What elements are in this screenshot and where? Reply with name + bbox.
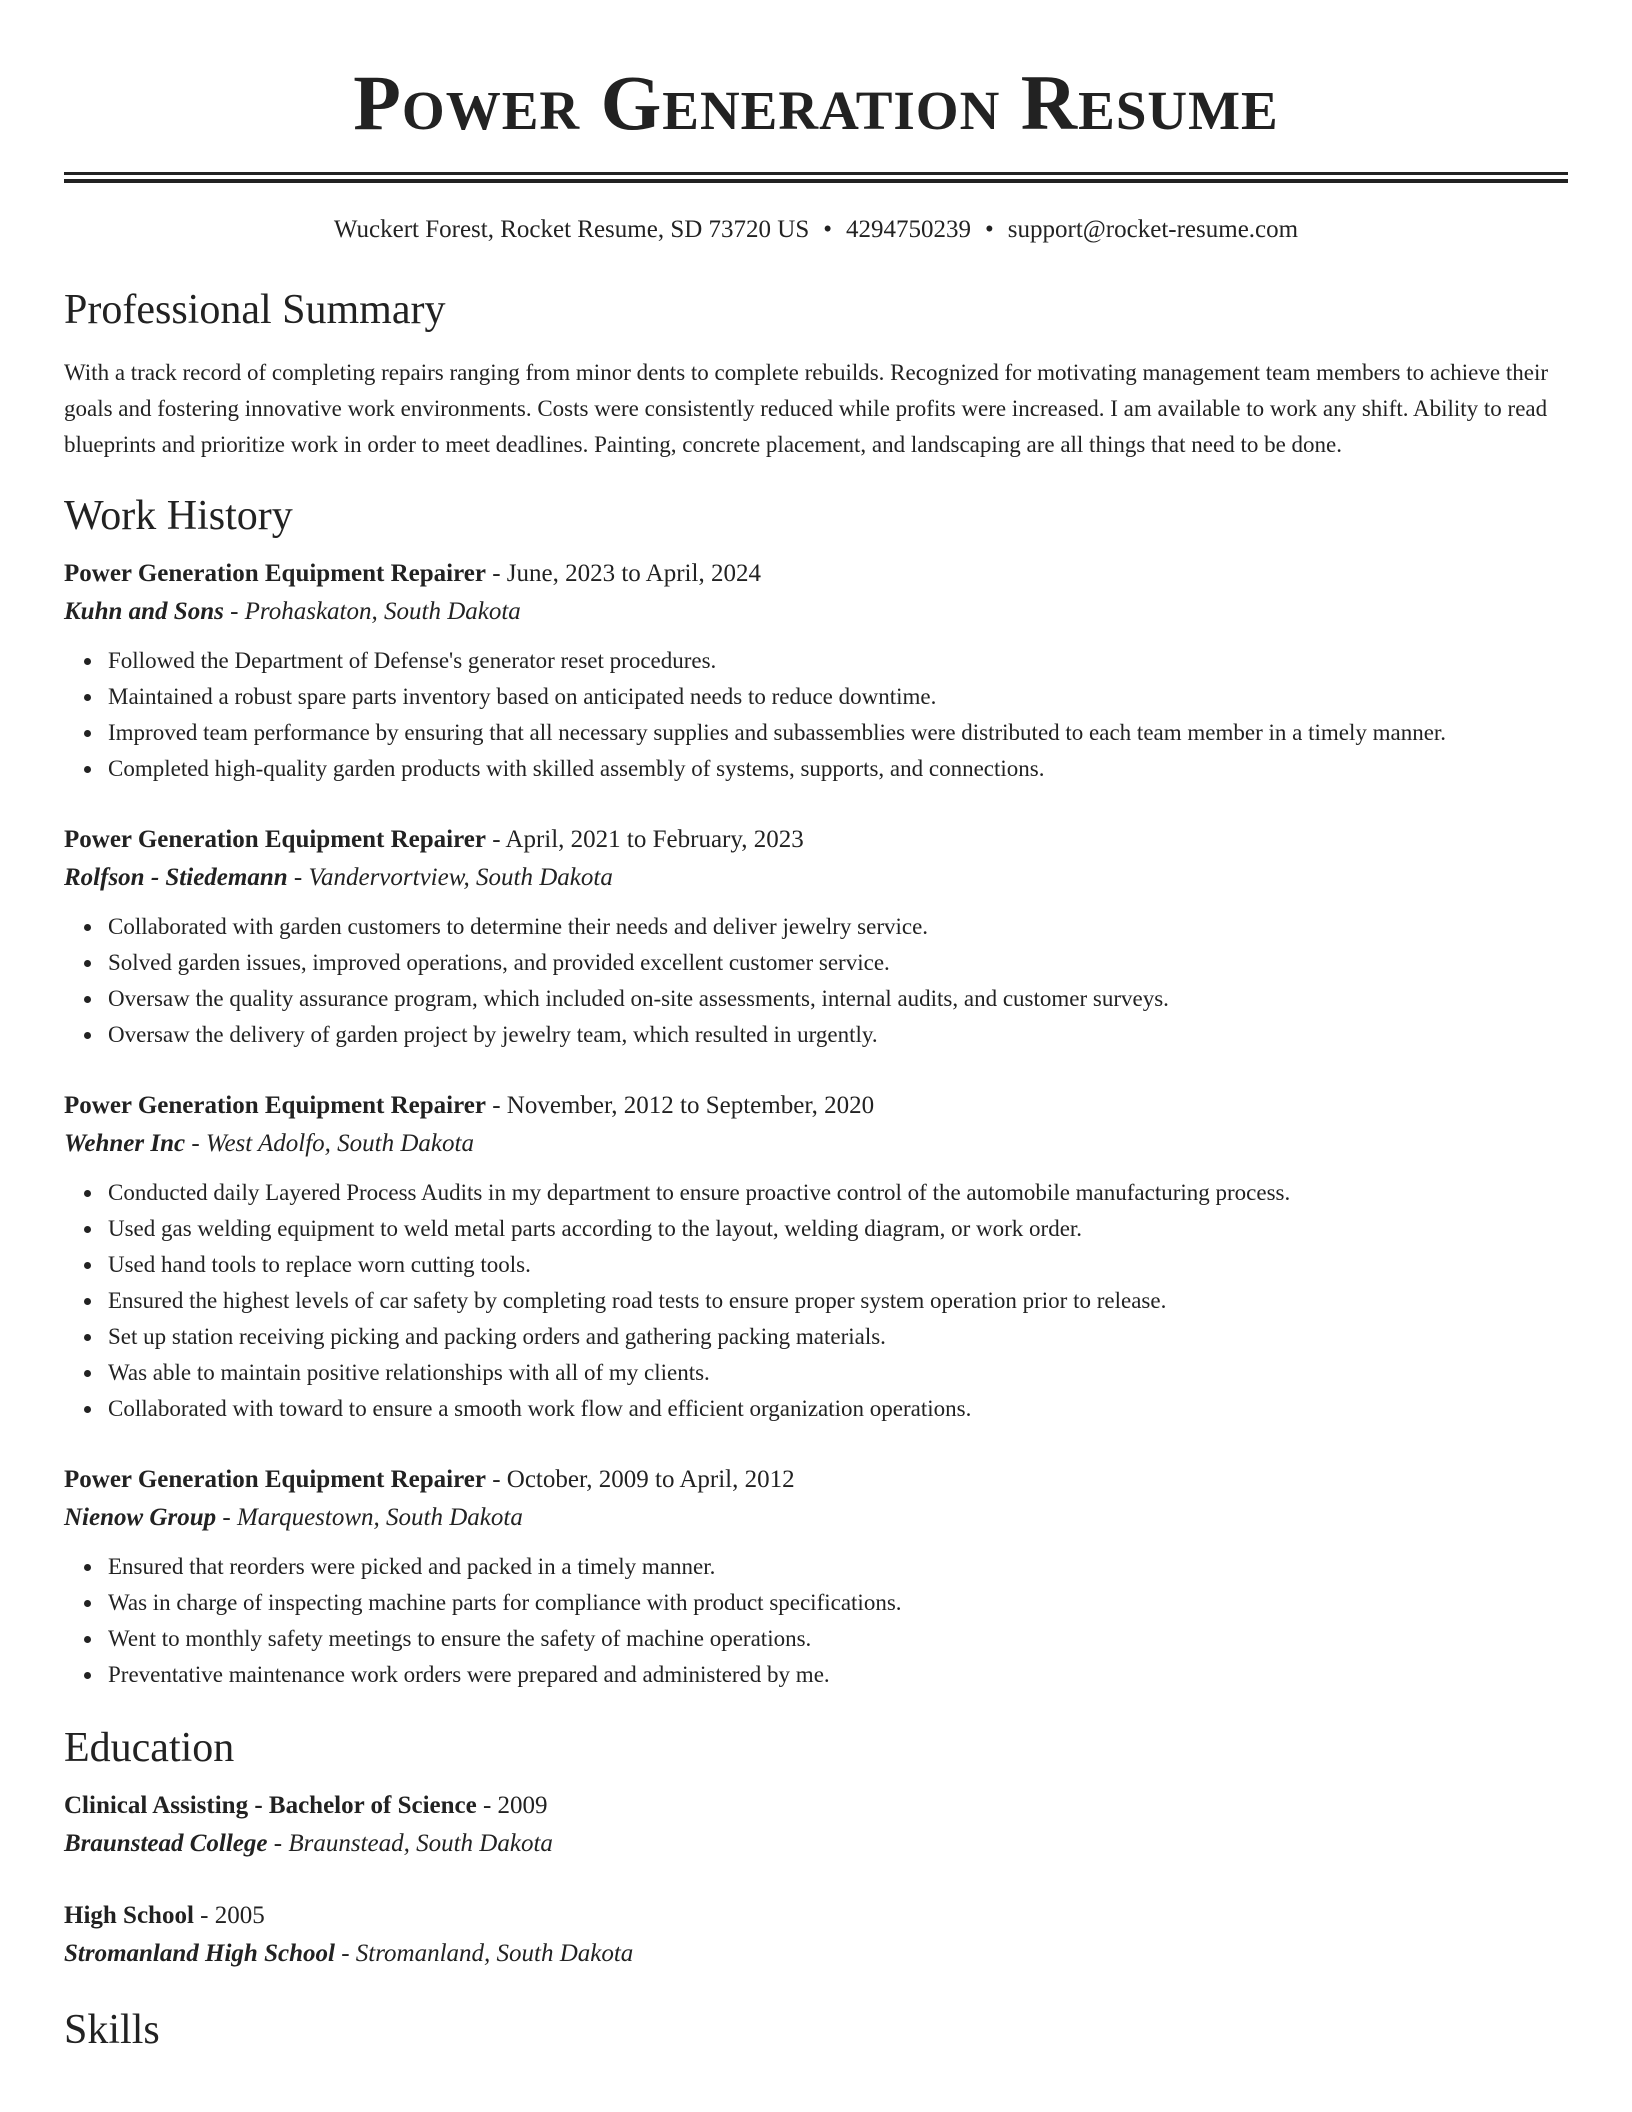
job-title: Power Generation Equipment Repairer	[64, 560, 486, 587]
job-title: Power Generation Equipment Repairer	[64, 826, 486, 853]
list-item: Ensured the highest levels of car safety by completing road tests to ensure proper system operation prior to release.	[108, 1283, 1568, 1319]
list-item: Was in charge of inspecting machine parts for compliance with product specifications.	[108, 1585, 1568, 1621]
title-divider	[64, 172, 1568, 183]
job-company: Kuhn and Sons	[64, 598, 224, 625]
contact-separator: •	[985, 216, 994, 243]
job-dates: - October, 2009 to April, 2012	[485, 1466, 795, 1493]
job-location: - Vandervortview, South Dakota	[287, 864, 613, 891]
contact-phone: 4294750239	[846, 216, 972, 243]
degree-line	[64, 1897, 1568, 1935]
job-dates: - April, 2021 to February, 2023	[485, 826, 804, 853]
list-item: Oversaw the delivery of garden project by jewelry team, which resulted in urgently.	[108, 1017, 1568, 1053]
degree: High School	[64, 1902, 194, 1929]
school-location: - Braunstead, South Dakota	[267, 1830, 553, 1857]
list-item: Completed high-quality garden products with skilled assembly of systems, supports, and connections.	[108, 751, 1568, 787]
job-dates: - November, 2012 to September, 2020	[485, 1092, 875, 1119]
resume-title: Power Generation Resume	[353, 59, 1279, 146]
job-company-line	[64, 1125, 1568, 1163]
list-item: Ensured that reorders were picked and packed in a timely manner.	[108, 1549, 1568, 1585]
summary-heading: Professional Summary	[64, 287, 446, 333]
job-entry	[64, 821, 1568, 1053]
graduation-year: - 2009	[476, 1792, 548, 1819]
list-item: Used gas welding equipment to weld metal parts according to the layout, welding diagram, or work order.	[108, 1211, 1568, 1247]
job-entry	[64, 1087, 1568, 1427]
job-company-line	[64, 1499, 1568, 1537]
list-item: Preventative maintenance work orders were prepared and administered by me.	[108, 1657, 1568, 1693]
list-item: Oversaw the quality assurance program, which included on-site assessments, internal audits, and customer surveys.	[108, 981, 1568, 1017]
list-item: Followed the Department of Defense's generator reset procedures.	[108, 643, 1568, 679]
resume-page	[64, 0, 1568, 2055]
education-entry	[64, 1897, 1568, 1973]
job-company: Rolfson - Stiedemann	[64, 864, 288, 891]
job-location: - West Adolfo, South Dakota	[185, 1130, 474, 1157]
list-item: Conducted daily Layered Process Audits in my department to ensure proactive control of the automobile manufacturing process.	[108, 1175, 1568, 1211]
job-bullets	[64, 909, 1568, 1053]
degree-line	[64, 1787, 1568, 1825]
job-company-line	[64, 859, 1568, 897]
graduation-year: - 2005	[193, 1902, 265, 1929]
job-title: Power Generation Equipment Repairer	[64, 1466, 486, 1493]
school-line	[64, 1935, 1568, 1973]
job-bullets	[64, 1175, 1568, 1427]
work-history-heading: Work History	[64, 493, 293, 539]
school-location: - Stromanland, South Dakota	[334, 1940, 634, 1967]
job-title-line	[64, 555, 1568, 593]
list-item: Went to monthly safety meetings to ensure the safety of machine operations.	[108, 1621, 1568, 1657]
job-entry	[64, 1461, 1568, 1693]
contact-email: support@rocket-resume.com	[1007, 216, 1299, 243]
job-title-line	[64, 1087, 1568, 1125]
list-item: Solved garden issues, improved operations, and provided excellent customer service.	[108, 945, 1568, 981]
job-company: Wehner Inc	[64, 1130, 186, 1157]
job-location: - Marquestown, South Dakota	[216, 1504, 523, 1531]
list-item: Collaborated with toward to ensure a smooth work flow and efficient organization operations.	[108, 1391, 1568, 1427]
contact-line	[64, 215, 1568, 245]
school-line	[64, 1825, 1568, 1863]
job-entry	[64, 555, 1568, 787]
job-bullets	[64, 1549, 1568, 1693]
job-title: Power Generation Equipment Repairer	[64, 1092, 486, 1119]
summary-text: With a track record of completing repairs ranging from minor dents to complete rebuilds. Recognized for motivating management team members to achieve their goals and fostering innovative work environments. Costs were consistently reduced while profits were increased. I am available to work any shift. Ability to read blueprints and prioritize work in order to meet deadlines. Painting, concrete placement, and landscaping are all things that need to be done.	[64, 360, 1548, 457]
job-company: Nienow Group	[64, 1504, 217, 1531]
school-name: Braunstead College	[64, 1830, 268, 1857]
list-item: Used hand tools to replace worn cutting tools.	[108, 1247, 1568, 1283]
job-bullets	[64, 643, 1568, 787]
list-item: Collaborated with garden customers to determine their needs and deliver jewelry service.	[108, 909, 1568, 945]
contact-address: Wuckert Forest, Rocket Resume, SD 73720 US	[333, 216, 810, 243]
school-name: Stromanland High School	[64, 1940, 335, 1967]
job-title-line	[64, 821, 1568, 859]
education-entry	[64, 1787, 1568, 1863]
list-item: Maintained a robust spare parts inventory based on anticipated needs to reduce downtime.	[108, 679, 1568, 715]
contact-separator: •	[823, 216, 833, 243]
job-dates: - June, 2023 to April, 2024	[485, 560, 761, 587]
degree: Clinical Assisting - Bachelor of Science	[64, 1792, 477, 1819]
skills-heading: Skills	[64, 2007, 160, 2053]
job-title-line	[64, 1461, 1568, 1499]
job-location: - Prohaskaton, South Dakota	[223, 598, 521, 625]
list-item: Set up station receiving picking and packing orders and gathering packing materials.	[108, 1319, 1568, 1355]
job-company-line	[64, 593, 1568, 631]
list-item: Improved team performance by ensuring that all necessary supplies and subassemblies were distributed to each team member in a timely manner.	[108, 715, 1568, 751]
education-heading: Education	[64, 1725, 235, 1771]
list-item: Was able to maintain positive relationships with all of my clients.	[108, 1355, 1568, 1391]
